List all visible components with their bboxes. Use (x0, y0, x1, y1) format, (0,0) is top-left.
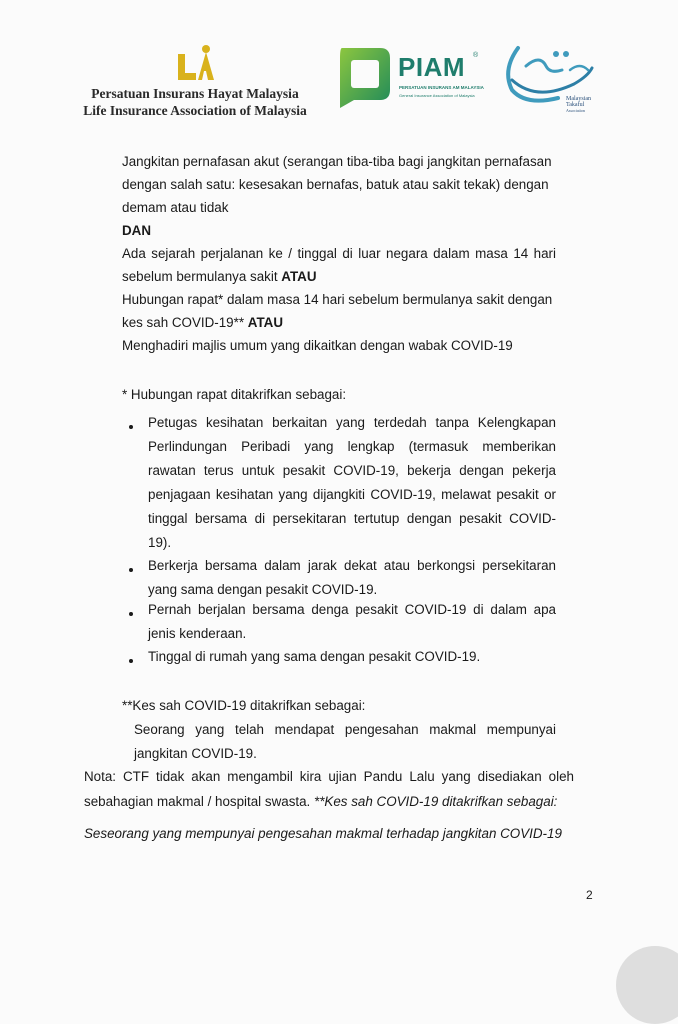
piam-logo-icon (332, 46, 392, 108)
bullet-2-dot (129, 568, 133, 572)
bullet-1-line-5: tinggal bersama di persekitaran tertutup dengan pesakit COVID- (148, 511, 556, 526)
criteria-travel-text: sebelum bermulanya sakit (122, 269, 278, 284)
bullet-2-line-1: Berkerja bersama dalam jarak dekat atau berkongsi persekitaran (148, 558, 556, 573)
bullet-2-line-2: yang sama dengan pesakit COVID-19. (148, 582, 378, 597)
piam-subtitle-malay: PERSATUAN INSURANS AM MALAYSIA (399, 85, 484, 90)
confirmed-case-line-2: jangkitan COVID-19. (134, 746, 257, 761)
mta-text-line3: Association (566, 108, 585, 113)
page-number: 2 (586, 888, 593, 902)
criteria-atau-2: ATAU (247, 315, 283, 330)
criteria-travel-line-2 (122, 265, 317, 288)
piam-registered-mark: ® (473, 52, 479, 59)
note-line-1: Nota: CTF tidak akan mengambil kira ujian Pandu Lalu yang disediakan oleh (84, 769, 574, 784)
criteria-event-line: Menghadiri majlis umum yang dikaitkan dengan wabak COVID-19 (122, 338, 513, 353)
confirmed-case-heading: **Kes sah COVID-19 ditakrifkan sebagai: (122, 698, 366, 713)
close-contact-heading: * Hubungan rapat ditakrifkan sebagai: (122, 387, 347, 402)
criteria-contact-line-1: Hubungan rapat* dalam masa 14 hari sebelum bermulanya sakit dengan (122, 292, 553, 307)
liam-name-english: Life Insurance Association of Malaysia (83, 103, 307, 118)
criteria-contact-text: kes sah COVID-19** (122, 315, 245, 330)
bullet-1-line-2: Perlindungan Peribadi yang lengkap (termasuk memberikan (148, 439, 556, 454)
piam-subtitle-english: General Insurance Association of Malaysia (399, 93, 475, 98)
bullet-4-dot (129, 659, 133, 663)
note-line-2-plain: sebahagian makmal / hospital swasta. (84, 794, 314, 809)
note-line-2 (84, 790, 557, 813)
criteria-atau-1: ATAU (281, 269, 317, 284)
bullet-1-line-3: rawatan terus untuk pesakit COVID-19, bekerja dengan pekerja (148, 463, 556, 478)
bullet-1-dot (129, 425, 133, 429)
bullet-1-line-6: 19). (148, 535, 172, 550)
mta-text-line2: Takaful (566, 102, 585, 108)
criteria-line-3: demam atau tidak (122, 200, 229, 215)
piam-wordmark: PIAM (398, 52, 465, 82)
criteria-dan: DAN (122, 223, 152, 238)
criteria-line-2: dengan salah satu: kesesakan bernafas, batuk atau sakit tekak) dengan (122, 177, 549, 192)
floating-action-button[interactable] (616, 946, 678, 1024)
liam-name-malay: Persatuan Insurans Hayat Malaysia (91, 86, 299, 101)
confirmed-case-line-1: Seorang yang telah mendapat pengesahan makmal mempunyai (134, 722, 556, 737)
bullet-3-dot (129, 612, 133, 616)
criteria-line-1: Jangkitan pernafasan akut (serangan tiba-tiba bagi jangkitan pernafasan (122, 154, 552, 169)
criteria-travel-line-1: Ada sejarah perjalanan ke / tinggal di luar negara dalam masa 14 hari (122, 246, 556, 261)
bullet-3-line-2: jenis kenderaan. (148, 626, 247, 641)
liam-logo-icon (176, 44, 220, 84)
bullet-3-line-1: Pernah berjalan bersama denga pesakit COVID-19 di dalam apa (148, 602, 556, 617)
bullet-1-line-4: penjagaan kesihatan yang dijangkiti COVID-19, melawat pesakit or (148, 487, 556, 502)
note-line-2-italic: **Kes sah COVID-19 ditakrifkan sebagai: (314, 794, 558, 809)
note-line-3: Seseorang yang mempunyai pengesahan makmal terhadap jangkitan COVID-19 (84, 826, 562, 841)
bullet-4-line-1: Tinggal di rumah yang sama dengan pesakit COVID-19. (148, 649, 481, 664)
mta-text-line1: Malaysian (566, 96, 591, 102)
bullet-1-line-1: Petugas kesihatan berkaitan yang terdedah tanpa Kelengkapan (148, 415, 556, 430)
criteria-contact-line-2 (122, 311, 283, 334)
